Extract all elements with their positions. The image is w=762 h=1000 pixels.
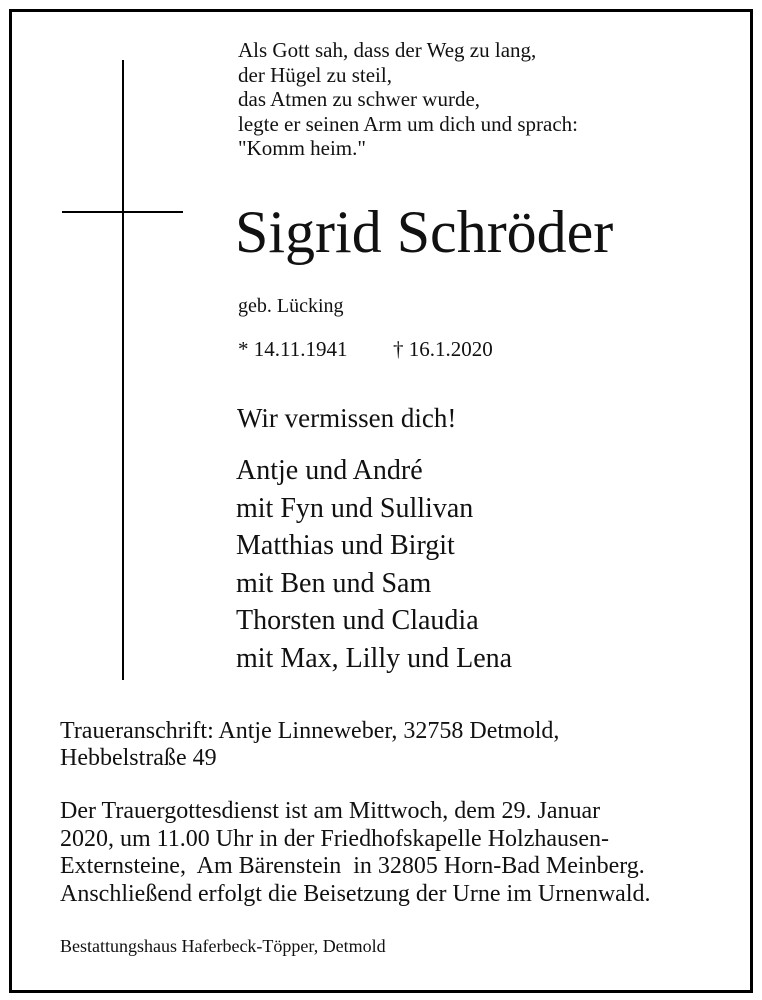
mourners-list: [236, 452, 512, 678]
mourner-line: Antje und André: [236, 455, 423, 486]
poem-line: legte er seinen Arm um dich und sprach:: [238, 111, 578, 136]
service-line: Der Trauergottesdienst ist am Mittwoch, dem 29. Januar: [60, 798, 601, 824]
deceased-name: Sigrid Schröder: [235, 199, 614, 265]
death-date: † 16.1.2020: [393, 337, 493, 361]
mourning-address: [60, 718, 559, 772]
farewell-message: Wir vermissen dich!: [237, 403, 457, 433]
funeral-home: Bestattungshaus Haferbeck-Töpper, Detmold: [60, 936, 386, 956]
cross-vertical-bar: [122, 60, 124, 680]
poem-line: "Komm heim.": [238, 136, 366, 160]
mourner-line: mit Ben und Sam: [236, 567, 432, 599]
poem-line: das Atmen zu schwer wurde,: [238, 87, 481, 111]
life-dates: [238, 336, 493, 362]
birth-date: * 14.11.1941: [238, 337, 348, 361]
mourner-line: mit Fyn und Sullivan: [236, 492, 474, 524]
mourner-line: mit Max, Lilly und Lena: [236, 642, 513, 674]
mourner-line: Thorsten und Claudia: [236, 605, 479, 637]
poem-line: Als Gott sah, dass der Weg zu lang,: [238, 38, 537, 62]
service-line: Externsteine, Am Bärenstein in 32805 Horn-Bad Meinberg.: [60, 853, 645, 879]
address-line: Hebbelstraße 49: [60, 745, 217, 771]
mourner-line: Matthias und Birgit: [236, 530, 455, 562]
address-line: Traueranschrift: Antje Linneweber, 32758 Detmold,: [60, 718, 560, 744]
cross-horizontal-bar: [62, 211, 183, 213]
poem: [238, 38, 578, 161]
service-info: [60, 798, 650, 908]
service-line: Anschließend erfolgt die Beisetzung der Urne im Urnenwald.: [60, 880, 651, 907]
service-line: 2020, um 11.00 Uhr in der Friedhofskapelle Holzhausen-: [60, 825, 609, 852]
maiden-name: geb. Lücking: [238, 295, 344, 317]
poem-line: der Hügel zu steil,: [238, 62, 392, 87]
